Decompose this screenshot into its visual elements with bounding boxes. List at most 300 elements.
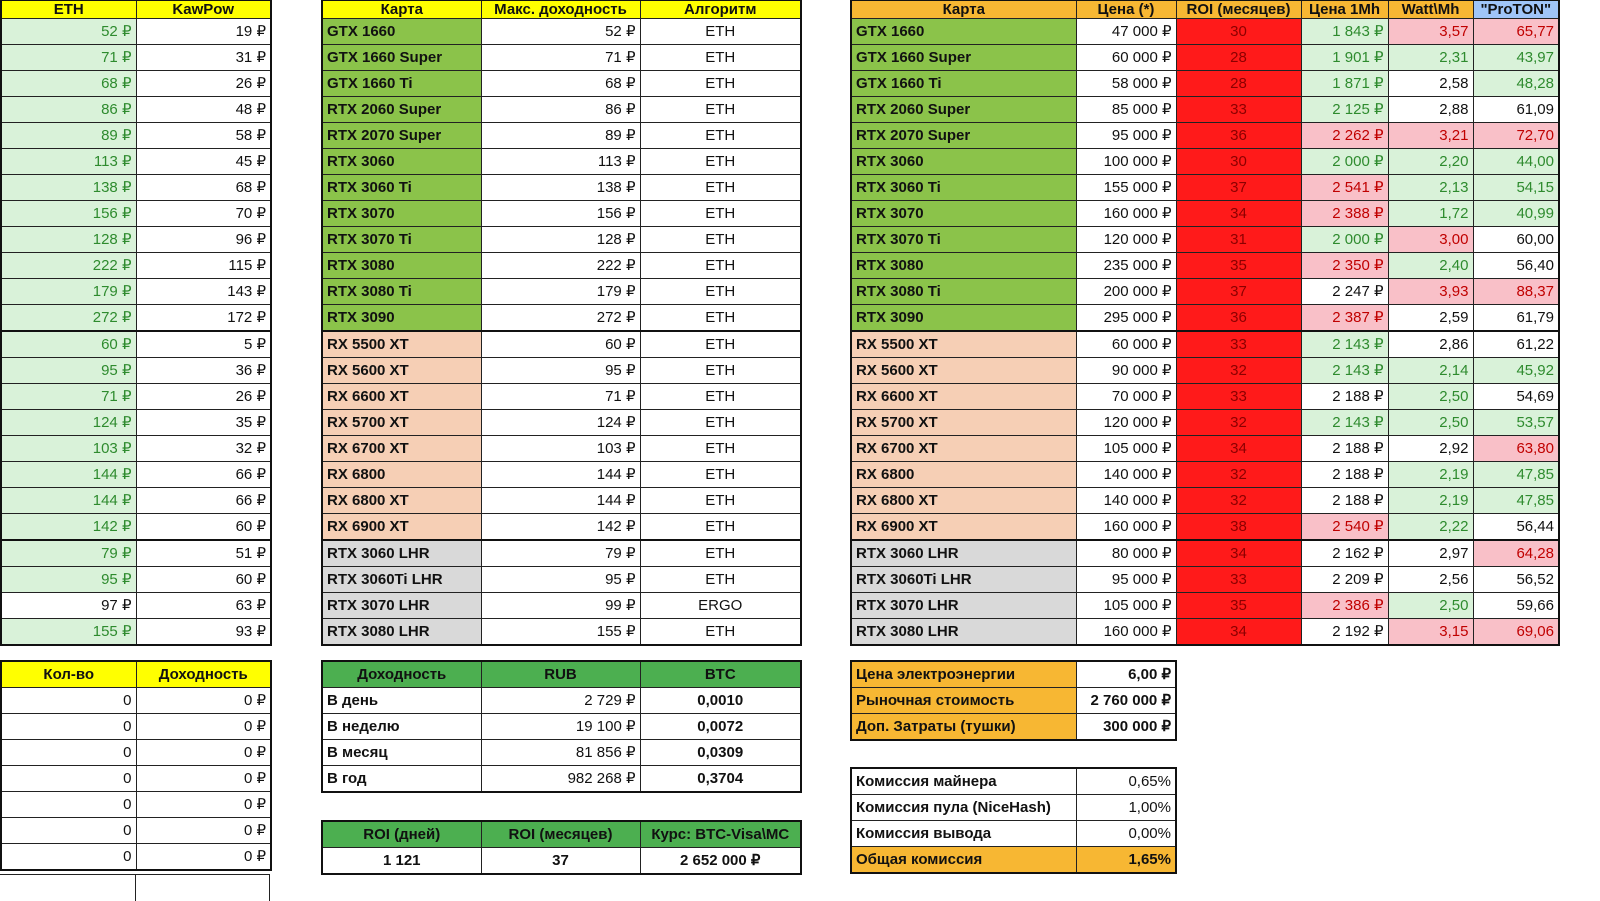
proton-cell[interactable]: 53,57	[1473, 410, 1559, 436]
roi-months-cell[interactable]: 32	[1176, 488, 1301, 514]
card-name-cell[interactable]: RTX 3070 Ti	[322, 227, 481, 253]
price-cell[interactable]: 140 000 ₽	[1076, 488, 1176, 514]
table-row	[851, 305, 1559, 332]
card-name-cell[interactable]: RTX 3070 Ti	[851, 227, 1076, 253]
roi-months-cell[interactable]: 37	[1176, 175, 1301, 201]
cost-value[interactable]: 2 760 000 ₽	[1076, 688, 1176, 714]
price-per-mh-cell[interactable]: 2 000 ₽	[1301, 227, 1388, 253]
card-name-cell[interactable]: RX 5600 XT	[851, 358, 1076, 384]
roi-months-cell[interactable]: 31	[1176, 227, 1301, 253]
price-per-mh-cell[interactable]: 2 350 ₽	[1301, 253, 1388, 279]
roi-months-cell[interactable]: 37	[1176, 279, 1301, 305]
kawpow-income-cell[interactable]: 5 ₽	[136, 331, 271, 358]
price-cell[interactable]: 47 000 ₽	[1076, 19, 1176, 45]
watt-per-mh-cell[interactable]: 2,50	[1388, 410, 1473, 436]
income-rub-cell[interactable]: 81 856 ₽	[481, 740, 640, 766]
watt-per-mh-cell[interactable]: 2,56	[1388, 567, 1473, 593]
card-name-cell[interactable]: GTX 1660 Ti	[851, 71, 1076, 97]
card-name-cell[interactable]: RX 6700 XT	[851, 436, 1076, 462]
income-rub-cell[interactable]: 2 729 ₽	[481, 688, 640, 714]
kawpow-income-cell[interactable]: 26 ₽	[136, 71, 271, 97]
fee-value[interactable]: 0,00%	[1076, 821, 1176, 847]
max-income-cell[interactable]: 68 ₽	[481, 71, 640, 97]
price-cell[interactable]: 60 000 ₽	[1076, 331, 1176, 358]
algorithm-cell[interactable]: ETH	[640, 384, 801, 410]
algorithm-cell[interactable]: ETH	[640, 358, 801, 384]
proton-cell[interactable]: 56,52	[1473, 567, 1559, 593]
price-cell[interactable]: 160 000 ₽	[1076, 514, 1176, 541]
card-name-cell[interactable]: RTX 3060 Ti	[851, 175, 1076, 201]
eth-income-cell[interactable]: 103 ₽	[1, 436, 136, 462]
card-name-cell[interactable]: RX 5500 XT	[322, 331, 481, 358]
roi-months-cell[interactable]: 32	[1176, 410, 1301, 436]
max-income-cell[interactable]: 155 ₽	[481, 619, 640, 646]
btc-rate-value[interactable]: 2 652 000 ₽	[640, 848, 801, 875]
price-cell[interactable]: 120 000 ₽	[1076, 410, 1176, 436]
fee-value[interactable]: 1,65%	[1076, 847, 1176, 874]
quantity-cell[interactable]: 0	[1, 766, 136, 792]
eth-income-cell[interactable]: 60 ₽	[1, 331, 136, 358]
kawpow-income-cell[interactable]: 60 ₽	[136, 514, 271, 541]
income-cell[interactable]: 0 ₽	[136, 688, 271, 714]
kawpow-income-cell[interactable]: 93 ₽	[136, 619, 271, 646]
proton-cell[interactable]: 64,28	[1473, 540, 1559, 567]
price-cell[interactable]: 80 000 ₽	[1076, 540, 1176, 567]
max-income-cell[interactable]: 79 ₽	[481, 540, 640, 567]
max-income-cell[interactable]: 222 ₽	[481, 253, 640, 279]
price-cell[interactable]: 60 000 ₽	[1076, 45, 1176, 71]
kawpow-income-cell[interactable]: 58 ₽	[136, 123, 271, 149]
price-cell[interactable]: 85 000 ₽	[1076, 97, 1176, 123]
algorithm-cell[interactable]: ETH	[640, 488, 801, 514]
watt-per-mh-cell[interactable]: 3,93	[1388, 279, 1473, 305]
proton-cell[interactable]: 40,99	[1473, 201, 1559, 227]
roi-months-cell[interactable]: 33	[1176, 384, 1301, 410]
watt-per-mh-cell[interactable]: 2,97	[1388, 540, 1473, 567]
roi-months-cell[interactable]: 38	[1176, 514, 1301, 541]
kawpow-income-cell[interactable]: 45 ₽	[136, 149, 271, 175]
card-name-cell[interactable]: RX 6800 XT	[322, 488, 481, 514]
card-name-cell[interactable]: RX 6600 XT	[851, 384, 1076, 410]
kawpow-income-cell[interactable]: 19 ₽	[136, 19, 271, 45]
algorithm-cell[interactable]: ETH	[640, 45, 801, 71]
price-per-mh-cell[interactable]: 2 188 ₽	[1301, 488, 1388, 514]
card-name-cell[interactable]: RTX 3070	[322, 201, 481, 227]
price-per-mh-cell[interactable]: 2 162 ₽	[1301, 540, 1388, 567]
proton-cell[interactable]: 45,92	[1473, 358, 1559, 384]
proton-cell[interactable]: 61,09	[1473, 97, 1559, 123]
kawpow-income-cell[interactable]: 60 ₽	[136, 567, 271, 593]
eth-income-cell[interactable]: 89 ₽	[1, 123, 136, 149]
price-cell[interactable]: 160 000 ₽	[1076, 619, 1176, 646]
price-cell[interactable]: 155 000 ₽	[1076, 175, 1176, 201]
proton-cell[interactable]: 54,69	[1473, 384, 1559, 410]
watt-per-mh-cell[interactable]: 2,59	[1388, 305, 1473, 332]
income-cell[interactable]: 0 ₽	[136, 714, 271, 740]
eth-income-cell[interactable]: 97 ₽	[1, 593, 136, 619]
proton-cell[interactable]: 60,00	[1473, 227, 1559, 253]
price-cell[interactable]: 160 000 ₽	[1076, 201, 1176, 227]
watt-per-mh-cell[interactable]: 2,19	[1388, 462, 1473, 488]
kawpow-income-cell[interactable]: 115 ₽	[136, 253, 271, 279]
price-per-mh-cell[interactable]: 2 143 ₽	[1301, 331, 1388, 358]
income-cell[interactable]: 0 ₽	[136, 766, 271, 792]
card-name-cell[interactable]: RX 6900 XT	[322, 514, 481, 541]
max-income-cell[interactable]: 103 ₽	[481, 436, 640, 462]
price-per-mh-cell[interactable]: 2 247 ₽	[1301, 279, 1388, 305]
kawpow-income-cell[interactable]: 32 ₽	[136, 436, 271, 462]
roi-months-cell[interactable]: 32	[1176, 358, 1301, 384]
proton-cell[interactable]: 61,22	[1473, 331, 1559, 358]
max-income-cell[interactable]: 144 ₽	[481, 462, 640, 488]
table-row	[322, 175, 801, 201]
quantity-cell[interactable]: 0	[1, 818, 136, 844]
max-income-cell[interactable]: 156 ₽	[481, 201, 640, 227]
proton-cell[interactable]: 47,85	[1473, 462, 1559, 488]
table-row	[1, 740, 271, 766]
card-name-cell[interactable]: GTX 1660 Super	[851, 45, 1076, 71]
kawpow-income-cell[interactable]: 48 ₽	[136, 97, 271, 123]
watt-per-mh-cell[interactable]: 2,58	[1388, 71, 1473, 97]
income-cell[interactable]: 0 ₽	[136, 792, 271, 818]
card-name-cell[interactable]: RX 5600 XT	[322, 358, 481, 384]
card-name-cell[interactable]: RX 6800	[851, 462, 1076, 488]
proton-cell[interactable]: 47,85	[1473, 488, 1559, 514]
income-btc-cell[interactable]: 0,0072	[640, 714, 801, 740]
eth-income-cell[interactable]: 155 ₽	[1, 619, 136, 646]
fee-value[interactable]: 0,65%	[1076, 768, 1176, 795]
quantity-cell[interactable]: 0	[1, 740, 136, 766]
price-cell[interactable]: 200 000 ₽	[1076, 279, 1176, 305]
card-name-cell[interactable]: RTX 3060Ti LHR	[851, 567, 1076, 593]
watt-per-mh-cell[interactable]: 3,21	[1388, 123, 1473, 149]
algorithm-cell[interactable]: ETH	[640, 514, 801, 541]
price-per-mh-cell[interactable]: 2 192 ₽	[1301, 619, 1388, 646]
card-name-cell[interactable]: RX 6600 XT	[322, 384, 481, 410]
roi-months-cell[interactable]: 34	[1176, 540, 1301, 567]
card-name-cell[interactable]: RTX 3060 LHR	[851, 540, 1076, 567]
quantity-cell[interactable]: 0	[1, 714, 136, 740]
kawpow-income-cell[interactable]: 70 ₽	[136, 201, 271, 227]
watt-per-mh-cell[interactable]: 2,22	[1388, 514, 1473, 541]
max-income-cell[interactable]: 113 ₽	[481, 149, 640, 175]
proton-cell[interactable]: 69,06	[1473, 619, 1559, 646]
proton-cell[interactable]: 59,66	[1473, 593, 1559, 619]
card-name-cell[interactable]: RTX 3090	[322, 305, 481, 332]
eth-income-cell[interactable]: 222 ₽	[1, 253, 136, 279]
eth-income-cell[interactable]: 144 ₽	[1, 488, 136, 514]
kawpow-income-cell[interactable]: 51 ₽	[136, 540, 271, 567]
eth-income-cell[interactable]: 124 ₽	[1, 410, 136, 436]
price-per-mh-cell[interactable]: 2 000 ₽	[1301, 149, 1388, 175]
kawpow-income-cell[interactable]: 36 ₽	[136, 358, 271, 384]
algorithm-cell[interactable]: ETH	[640, 253, 801, 279]
card-name-cell[interactable]: RTX 3090	[851, 305, 1076, 332]
max-income-cell[interactable]: 86 ₽	[481, 97, 640, 123]
income-rub-cell[interactable]: 982 268 ₽	[481, 766, 640, 793]
eth-income-cell[interactable]: 138 ₽	[1, 175, 136, 201]
watt-per-mh-cell[interactable]: 3,57	[1388, 19, 1473, 45]
algorithm-cell[interactable]: ETH	[640, 71, 801, 97]
income-btc-cell[interactable]: 0,3704	[640, 766, 801, 793]
roi-months-cell[interactable]: 34	[1176, 436, 1301, 462]
max-income-cell[interactable]: 71 ₽	[481, 384, 640, 410]
card-name-cell[interactable]: RX 6900 XT	[851, 514, 1076, 541]
card-name-cell[interactable]: RTX 3070	[851, 201, 1076, 227]
algorithm-cell[interactable]: ETH	[640, 123, 801, 149]
eth-income-cell[interactable]: 95 ₽	[1, 358, 136, 384]
algorithm-cell[interactable]: ETH	[640, 279, 801, 305]
eth-income-cell[interactable]: 179 ₽	[1, 279, 136, 305]
card-name-cell[interactable]: RTX 2070 Super	[851, 123, 1076, 149]
quantity-cell[interactable]: 0	[1, 688, 136, 714]
eth-income-cell[interactable]: 68 ₽	[1, 71, 136, 97]
income-cell[interactable]: 0 ₽	[136, 844, 271, 871]
price-per-mh-cell[interactable]: 2 540 ₽	[1301, 514, 1388, 541]
roi-months-cell[interactable]: 33	[1176, 567, 1301, 593]
proton-cell[interactable]: 56,40	[1473, 253, 1559, 279]
max-income-cell[interactable]: 272 ₽	[481, 305, 640, 332]
price-cell[interactable]: 295 000 ₽	[1076, 305, 1176, 332]
kawpow-income-cell[interactable]: 68 ₽	[136, 175, 271, 201]
watt-per-mh-cell[interactable]: 1,72	[1388, 201, 1473, 227]
watt-per-mh-cell[interactable]: 3,00	[1388, 227, 1473, 253]
watt-per-mh-cell[interactable]: 2,13	[1388, 175, 1473, 201]
algorithm-cell[interactable]: ETH	[640, 201, 801, 227]
roi-months-cell[interactable]: 35	[1176, 593, 1301, 619]
proton-cell[interactable]: 61,79	[1473, 305, 1559, 332]
price-cell[interactable]: 105 000 ₽	[1076, 436, 1176, 462]
kawpow-income-cell[interactable]: 172 ₽	[136, 305, 271, 332]
card-name-cell[interactable]: RTX 3080 LHR	[851, 619, 1076, 646]
roi-months-cell[interactable]: 32	[1176, 462, 1301, 488]
proton-cell[interactable]: 65,77	[1473, 19, 1559, 45]
card-name-cell[interactable]: RTX 2060 Super	[851, 97, 1076, 123]
card-name-cell[interactable]: RTX 3060Ti LHR	[322, 567, 481, 593]
watt-per-mh-cell[interactable]: 2,86	[1388, 331, 1473, 358]
card-name-cell[interactable]: RTX 2070 Super	[322, 123, 481, 149]
card-name-cell[interactable]: RTX 3060	[851, 149, 1076, 175]
eth-income-cell[interactable]: 156 ₽	[1, 201, 136, 227]
algorithm-cell[interactable]: ETH	[640, 19, 801, 45]
income-cell[interactable]: 0 ₽	[136, 740, 271, 766]
kawpow-income-cell[interactable]: 66 ₽	[136, 462, 271, 488]
price-per-mh-cell[interactable]: 2 143 ₽	[1301, 358, 1388, 384]
card-name-cell[interactable]: RX 6700 XT	[322, 436, 481, 462]
roi-months-cell[interactable]: 28	[1176, 45, 1301, 71]
max-income-cell[interactable]: 144 ₽	[481, 488, 640, 514]
card-name-cell[interactable]: RX 5500 XT	[851, 331, 1076, 358]
card-name-cell[interactable]: RTX 2060 Super	[322, 97, 481, 123]
card-name-cell[interactable]: RTX 3060	[322, 149, 481, 175]
algorithm-cell[interactable]: ETH	[640, 149, 801, 175]
card-name-cell[interactable]: GTX 1660 Super	[322, 45, 481, 71]
algorithm-cell[interactable]: ETH	[640, 175, 801, 201]
eth-income-cell[interactable]: 86 ₽	[1, 97, 136, 123]
price-cell[interactable]: 58 000 ₽	[1076, 71, 1176, 97]
max-income-cell[interactable]: 89 ₽	[481, 123, 640, 149]
watt-per-mh-cell[interactable]: 2,14	[1388, 358, 1473, 384]
cost-value[interactable]: 6,00 ₽	[1076, 661, 1176, 688]
roi-days-value[interactable]: 1 121	[322, 848, 481, 875]
roi-months-cell[interactable]: 35	[1176, 253, 1301, 279]
card-name-cell[interactable]: GTX 1660 Ti	[322, 71, 481, 97]
price-cell[interactable]: 70 000 ₽	[1076, 384, 1176, 410]
card-name-cell[interactable]: GTX 1660	[322, 19, 481, 45]
eth-income-cell[interactable]: 128 ₽	[1, 227, 136, 253]
proton-cell[interactable]: 43,97	[1473, 45, 1559, 71]
quantity-cell[interactable]: 0	[1, 792, 136, 818]
price-cell[interactable]: 235 000 ₽	[1076, 253, 1176, 279]
income-btc-cell[interactable]: 0,0010	[640, 688, 801, 714]
algorithm-cell[interactable]: ERGO	[640, 593, 801, 619]
proton-cell[interactable]: 56,44	[1473, 514, 1559, 541]
card-name-cell[interactable]: GTX 1660	[851, 19, 1076, 45]
kawpow-income-cell[interactable]: 96 ₽	[136, 227, 271, 253]
proton-cell[interactable]: 63,80	[1473, 436, 1559, 462]
watt-per-mh-cell[interactable]: 2,31	[1388, 45, 1473, 71]
price-cell[interactable]: 95 000 ₽	[1076, 567, 1176, 593]
watt-per-mh-cell[interactable]: 2,88	[1388, 97, 1473, 123]
card-name-cell[interactable]: RTX 3060 LHR	[322, 540, 481, 567]
price-per-mh-cell[interactable]: 2 143 ₽	[1301, 410, 1388, 436]
roi-months-cell[interactable]: 30	[1176, 19, 1301, 45]
eth-income-cell[interactable]: 272 ₽	[1, 305, 136, 332]
watt-per-mh-cell[interactable]: 3,15	[1388, 619, 1473, 646]
price-cell[interactable]: 90 000 ₽	[1076, 358, 1176, 384]
proton-cell[interactable]: 48,28	[1473, 71, 1559, 97]
roi-months-value[interactable]: 37	[481, 848, 640, 875]
price-per-mh-cell[interactable]: 2 125 ₽	[1301, 97, 1388, 123]
eth-income-cell[interactable]: 144 ₽	[1, 462, 136, 488]
roi-months-cell[interactable]: 36	[1176, 123, 1301, 149]
card-name-cell[interactable]: RTX 3080	[322, 253, 481, 279]
price-cell[interactable]: 100 000 ₽	[1076, 149, 1176, 175]
card-name-cell[interactable]: RTX 3080 Ti	[851, 279, 1076, 305]
algorithm-cell[interactable]: ETH	[640, 97, 801, 123]
roi-months-cell[interactable]: 28	[1176, 71, 1301, 97]
price-per-mh-cell[interactable]: 1 871 ₽	[1301, 71, 1388, 97]
max-income-cell[interactable]: 124 ₽	[481, 410, 640, 436]
kawpow-income-cell[interactable]: 35 ₽	[136, 410, 271, 436]
algorithm-cell[interactable]: ETH	[640, 227, 801, 253]
quantity-cell[interactable]: 0	[1, 844, 136, 871]
price-per-mh-cell[interactable]: 2 262 ₽	[1301, 123, 1388, 149]
card-name-cell[interactable]: RTX 3060 Ti	[322, 175, 481, 201]
proton-cell[interactable]: 54,15	[1473, 175, 1559, 201]
roi-months-cell[interactable]: 33	[1176, 97, 1301, 123]
watt-per-mh-cell[interactable]: 2,50	[1388, 593, 1473, 619]
eth-income-cell[interactable]: 71 ₽	[1, 45, 136, 71]
algorithm-cell[interactable]: ETH	[640, 410, 801, 436]
eth-income-cell[interactable]: 113 ₽	[1, 149, 136, 175]
price-cell[interactable]: 105 000 ₽	[1076, 593, 1176, 619]
kawpow-income-cell[interactable]: 31 ₽	[136, 45, 271, 71]
roi-months-cell[interactable]: 33	[1176, 331, 1301, 358]
fee-value[interactable]: 1,00%	[1076, 795, 1176, 821]
watt-per-mh-cell[interactable]: 2,20	[1388, 149, 1473, 175]
proton-cell[interactable]: 72,70	[1473, 123, 1559, 149]
card-name-cell[interactable]: RX 5700 XT	[322, 410, 481, 436]
kawpow-income-cell[interactable]: 63 ₽	[136, 593, 271, 619]
table-row	[851, 514, 1559, 541]
price-per-mh-cell[interactable]: 2 188 ₽	[1301, 436, 1388, 462]
kawpow-income-cell[interactable]: 143 ₽	[136, 279, 271, 305]
price-cell[interactable]: 140 000 ₽	[1076, 462, 1176, 488]
algorithm-cell[interactable]: ETH	[640, 567, 801, 593]
cost-value[interactable]: 300 000 ₽	[1076, 714, 1176, 741]
price-per-mh-cell[interactable]: 2 209 ₽	[1301, 567, 1388, 593]
max-income-cell[interactable]: 52 ₽	[481, 19, 640, 45]
max-income-cell[interactable]: 142 ₽	[481, 514, 640, 541]
price-per-mh-cell[interactable]: 2 188 ₽	[1301, 462, 1388, 488]
eth-income-cell[interactable]: 71 ₽	[1, 384, 136, 410]
roi-months-cell[interactable]: 36	[1176, 305, 1301, 332]
price-per-mh-cell[interactable]: 2 541 ₽	[1301, 175, 1388, 201]
algorithm-cell[interactable]: ETH	[640, 540, 801, 567]
card-name-cell[interactable]: RTX 3070 LHR	[851, 593, 1076, 619]
algorithm-cell[interactable]: ETH	[640, 305, 801, 332]
kawpow-income-cell[interactable]: 66 ₽	[136, 488, 271, 514]
card-name-cell[interactable]: RTX 3070 LHR	[322, 593, 481, 619]
income-btc-cell[interactable]: 0,0309	[640, 740, 801, 766]
roi-months-cell[interactable]: 30	[1176, 149, 1301, 175]
price-per-mh-cell[interactable]: 2 386 ₽	[1301, 593, 1388, 619]
algorithm-cell[interactable]: ETH	[640, 436, 801, 462]
proton-cell[interactable]: 44,00	[1473, 149, 1559, 175]
max-income-cell[interactable]: 95 ₽	[481, 358, 640, 384]
kawpow-income-cell[interactable]: 26 ₽	[136, 384, 271, 410]
max-income-cell[interactable]: 99 ₽	[481, 593, 640, 619]
price-cell[interactable]: 95 000 ₽	[1076, 123, 1176, 149]
eth-income-cell[interactable]: 52 ₽	[1, 19, 136, 45]
card-name-cell[interactable]: RTX 3080 LHR	[322, 619, 481, 646]
card-name-cell[interactable]: RTX 3080 Ti	[322, 279, 481, 305]
max-income-cell[interactable]: 95 ₽	[481, 567, 640, 593]
price-per-mh-cell[interactable]: 1 843 ₽	[1301, 19, 1388, 45]
income-cell[interactable]: 0 ₽	[136, 818, 271, 844]
card-name-cell[interactable]: RTX 3080	[851, 253, 1076, 279]
roi-months-cell[interactable]: 34	[1176, 619, 1301, 646]
algorithm-cell[interactable]: ETH	[640, 462, 801, 488]
price-per-mh-cell[interactable]: 2 388 ₽	[1301, 201, 1388, 227]
watt-per-mh-cell[interactable]: 2,50	[1388, 384, 1473, 410]
card-name-cell[interactable]: RX 6800	[322, 462, 481, 488]
max-income-cell[interactable]: 128 ₽	[481, 227, 640, 253]
eth-income-cell[interactable]: 142 ₽	[1, 514, 136, 541]
card-name-cell[interactable]: RX 6800 XT	[851, 488, 1076, 514]
algorithm-cell[interactable]: ETH	[640, 619, 801, 646]
price-per-mh-cell[interactable]: 2 387 ₽	[1301, 305, 1388, 332]
price-cell[interactable]: 120 000 ₽	[1076, 227, 1176, 253]
algorithm-cell[interactable]: ETH	[640, 331, 801, 358]
eth-income-cell[interactable]: 95 ₽	[1, 567, 136, 593]
price-per-mh-cell[interactable]: 2 188 ₽	[1301, 384, 1388, 410]
roi-months-cell[interactable]: 34	[1176, 201, 1301, 227]
income-rub-cell[interactable]: 19 100 ₽	[481, 714, 640, 740]
price-per-mh-cell[interactable]: 1 901 ₽	[1301, 45, 1388, 71]
proton-cell[interactable]: 88,37	[1473, 279, 1559, 305]
card-name-cell[interactable]: RX 5700 XT	[851, 410, 1076, 436]
watt-per-mh-cell[interactable]: 2,40	[1388, 253, 1473, 279]
max-income-cell[interactable]: 179 ₽	[481, 279, 640, 305]
watt-per-mh-cell[interactable]: 2,19	[1388, 488, 1473, 514]
max-income-cell[interactable]: 60 ₽	[481, 331, 640, 358]
max-income-cell[interactable]: 138 ₽	[481, 175, 640, 201]
watt-per-mh-cell[interactable]: 2,92	[1388, 436, 1473, 462]
eth-income-cell[interactable]: 79 ₽	[1, 540, 136, 567]
max-income-cell[interactable]: 71 ₽	[481, 45, 640, 71]
